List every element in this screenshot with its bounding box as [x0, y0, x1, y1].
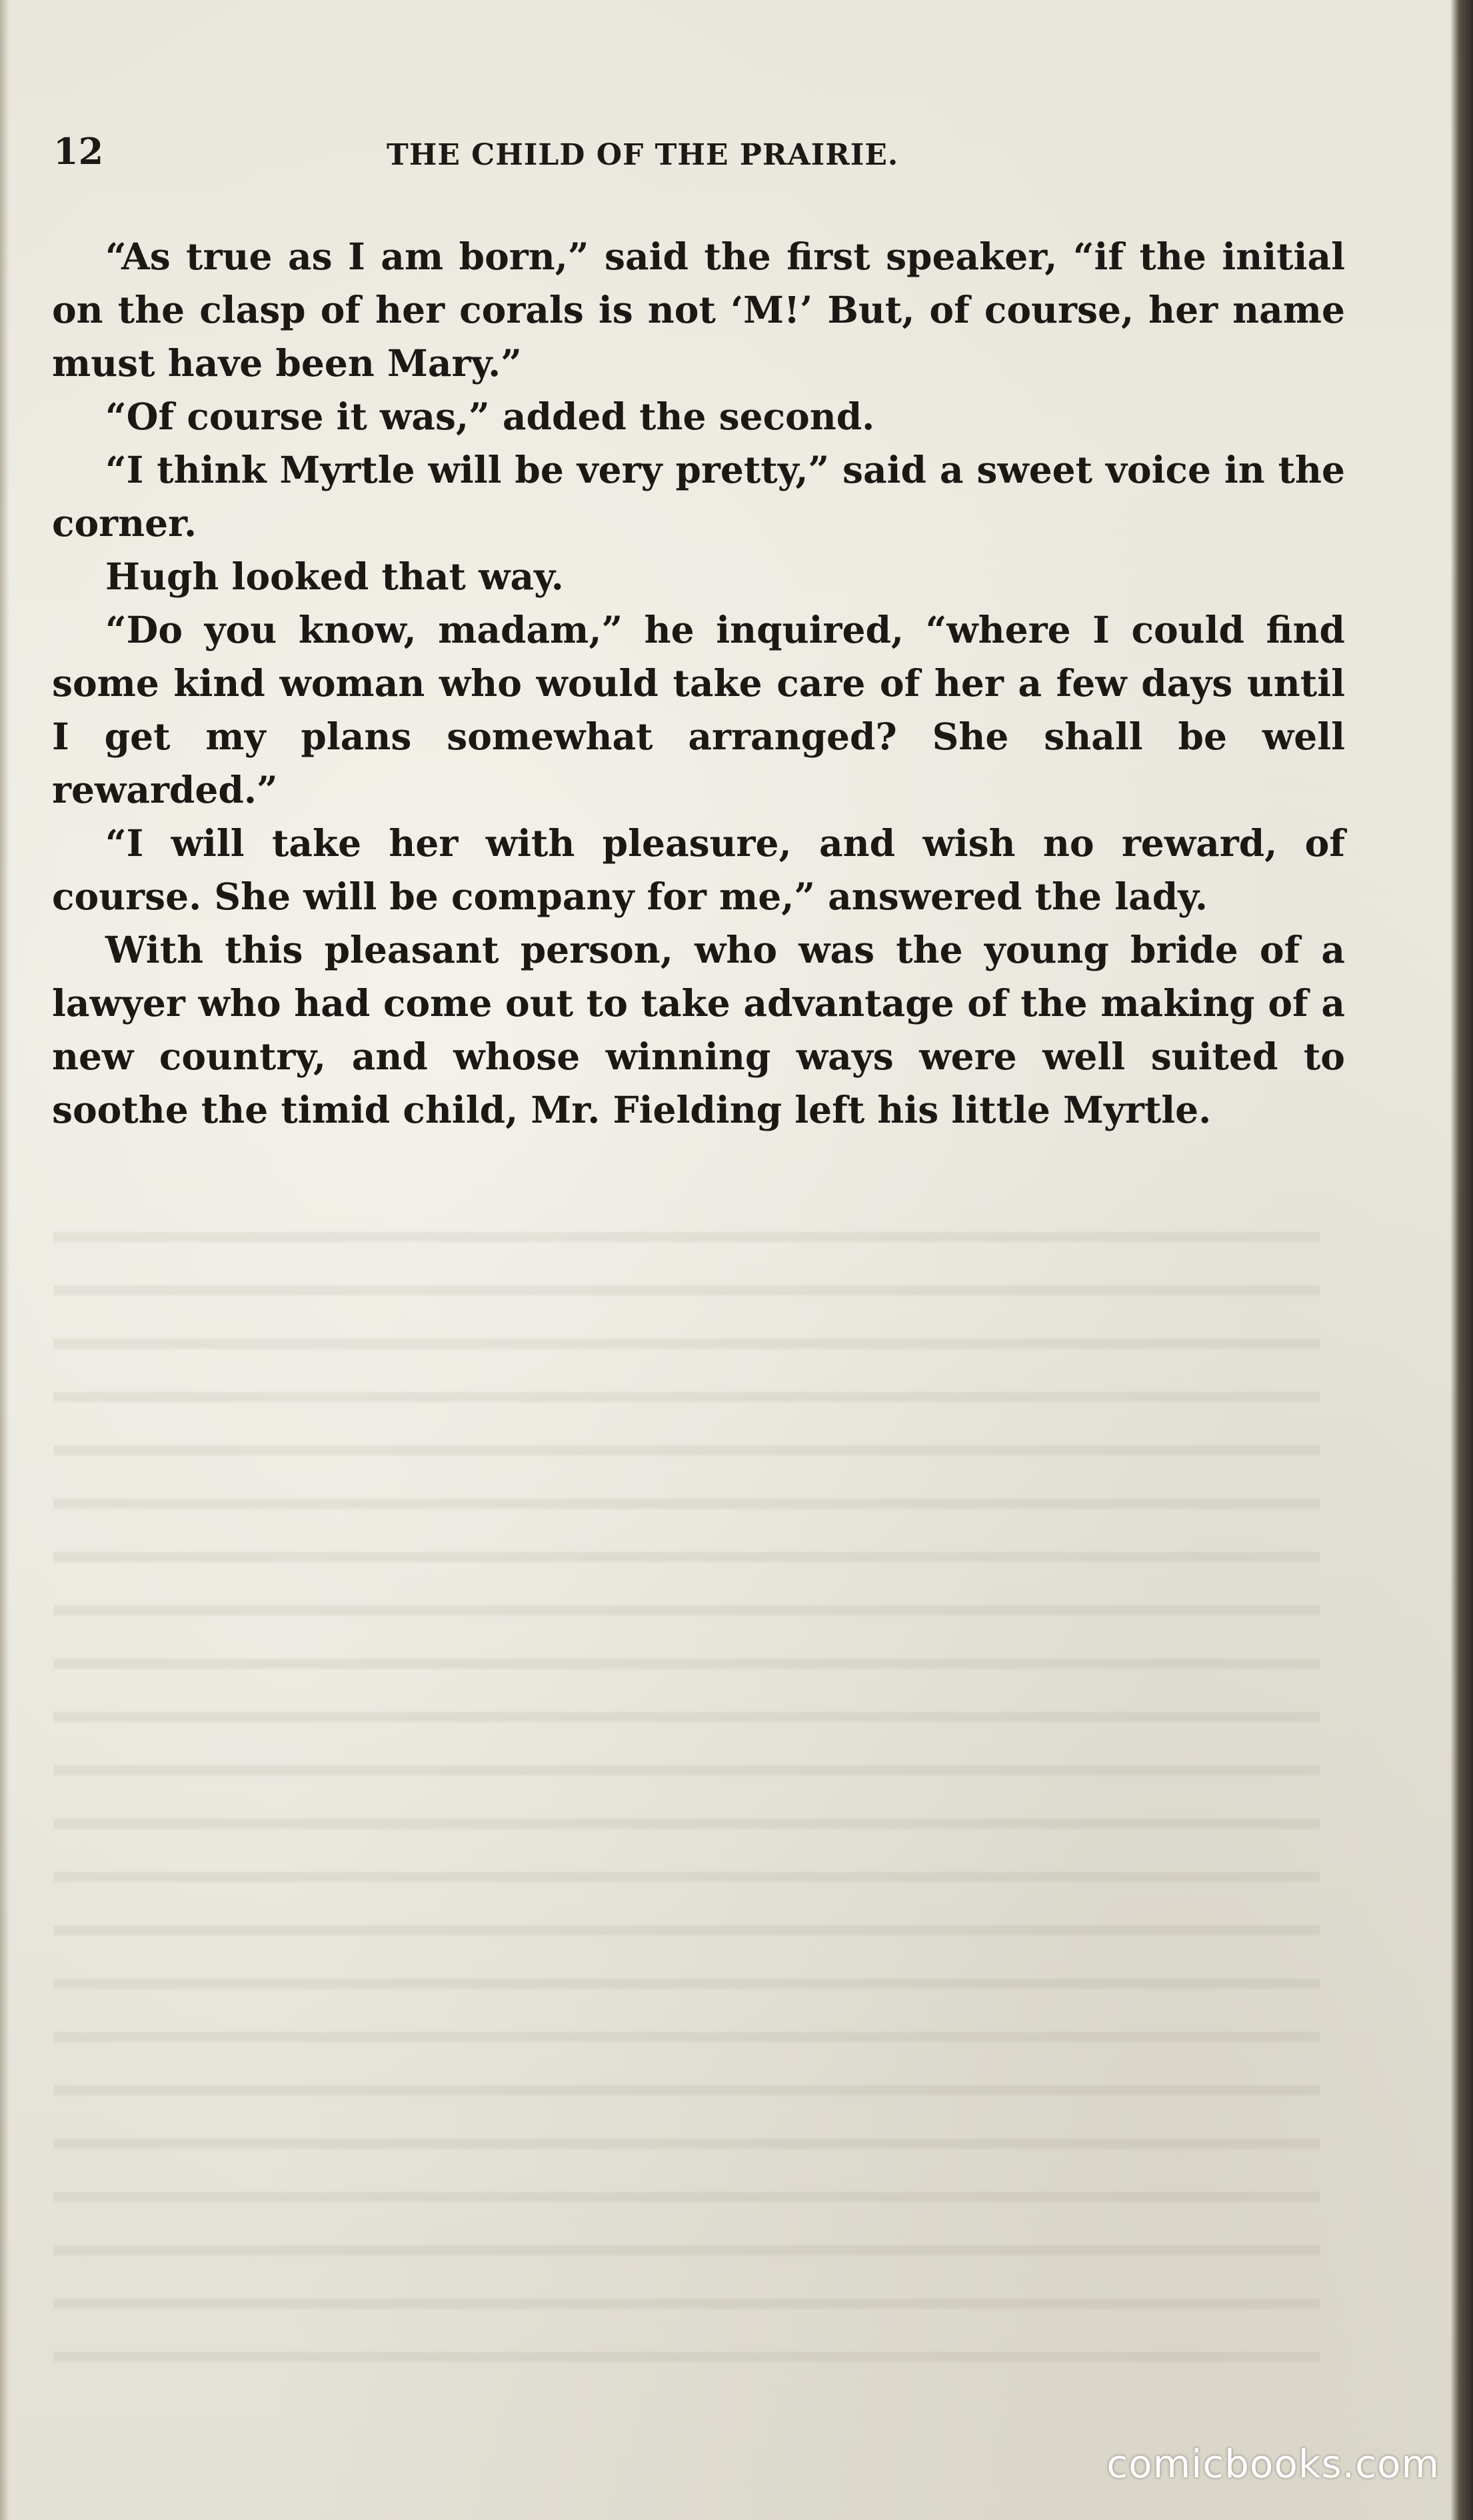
paragraph: “As true as I am born,” said the first speaker, “if the initial on the clasp of her corals is not ‘M!’ But, of course, her name must have been Mary.”: [52, 235, 1345, 385]
paragraph: With this pleasant person, who was the young bride of a lawyer who had come out to take advantage of the making of a new country, and whose winning ways were well suited to soothe the timid child, Mr. Fielding left his little Myrtle.: [52, 928, 1345, 1131]
paragraph: “Of course it was,” added the second.: [105, 395, 875, 438]
show-through-text: [53, 1200, 1320, 2400]
page-right-edge: [1450, 0, 1473, 2520]
paragraph: “I will take her with pleasure, and wish no reward, of course. She will be company for me,” answered the lady.: [52, 821, 1345, 918]
paragraph: “I think Myrtle will be very pretty,” said a sweet voice in the corner.: [52, 448, 1345, 545]
page-left-edge: [0, 0, 9, 2520]
watermark-text: comicbooks.com: [1106, 2441, 1440, 2487]
running-head: THE CHILD OF THE PRAIRIE.: [387, 138, 899, 172]
body-text: [52, 230, 1345, 1137]
paragraph: Hugh looked that way.: [105, 555, 564, 598]
paragraph: “Do you know, madam,” he inquired, “where I could find some kind woman who would take care of her a few days until I get my plans somewhat arranged? She shall be well rewarded.”: [52, 608, 1345, 811]
page-header: [53, 130, 1353, 183]
page-number: 12: [53, 130, 104, 173]
